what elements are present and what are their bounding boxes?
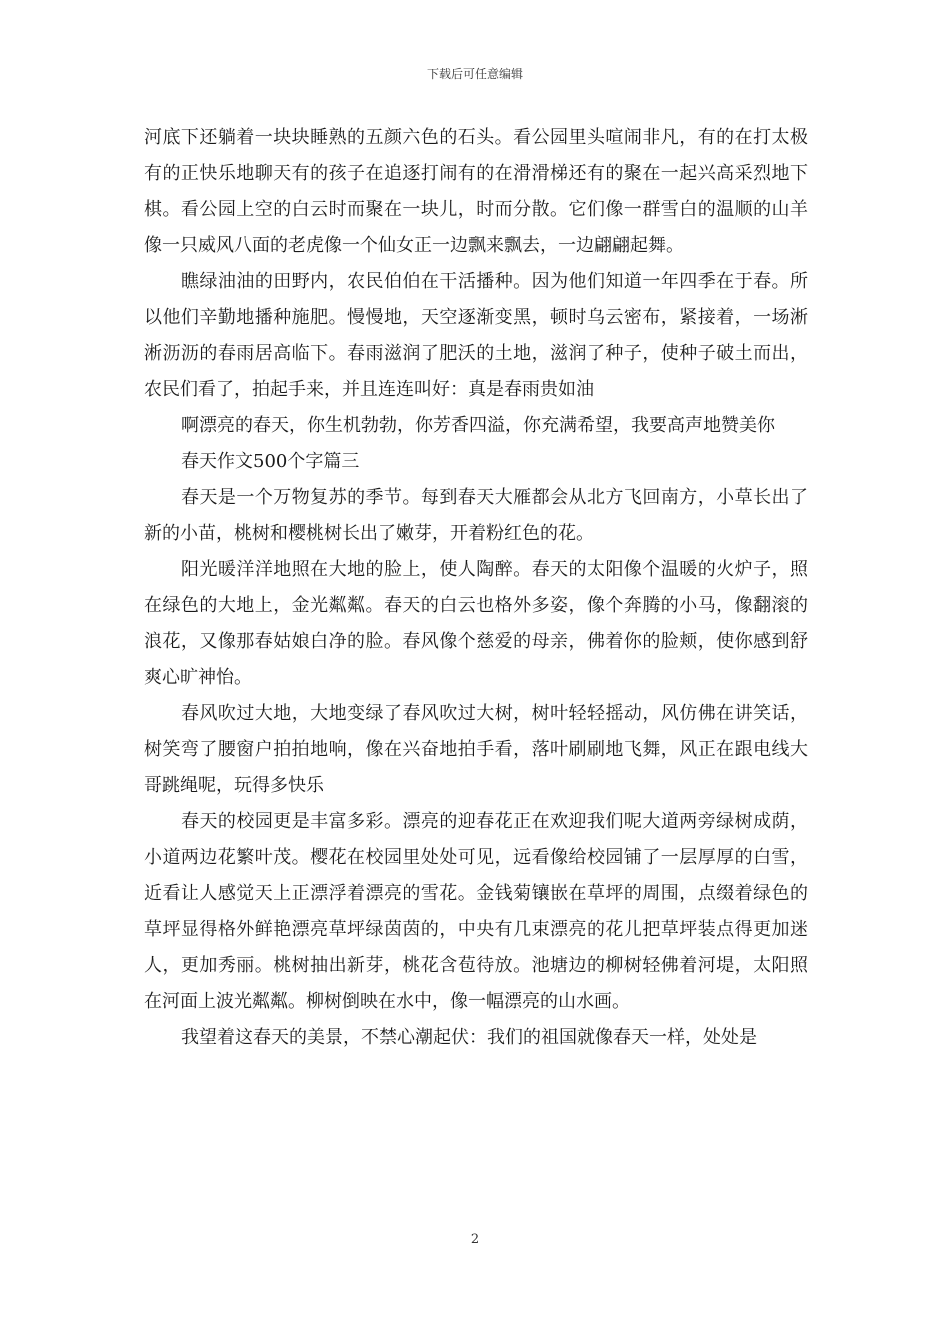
- paragraph-9: 我望着这春天的美景，不禁心潮起伏：我们的祖国就像春天一样，处处是: [181, 1027, 757, 1048]
- paragraph-6: 阳光暖洋洋地照在大地的脸上，使人陶醉。春天的太阳像个温暖的火炉子，照在绿色的大地上，金光粼粼。春天的白云也格外多姿，像个奔腾的小马，像翻滚的浪花，又像那春姑娘白净的脸。春风像个慈爱的母亲，佛着你的脸颊，使你感到舒爽心旷神怡。: [144, 559, 808, 688]
- paragraph-2: 瞧绿油油的田野内，农民伯伯在干活播种。因为他们知道一年四季在于春。所以他们辛勤地播种施肥。慢慢地，天空逐渐变黑，顿时乌云密布，紧接着，一场淅淅沥沥的春雨居高临下。春雨滋润了肥沃的土地，滋润了种子，使种子破土而出，农民们看了，拍起手来，并且连连叫好：真是春雨贵如油: [144, 271, 808, 400]
- paragraph-7: 春风吹过大地，大地变绿了春风吹过大树，树叶轻轻摇动，风仿佛在讲笑话，树笑弯了腰窗户拍拍地响，像在兴奋地拍手看，落叶刷刷地飞舞，风正在跟电线大哥跳绳呢，玩得多快乐: [144, 703, 808, 796]
- document-body: [144, 120, 808, 1056]
- paragraph-8: 春天的校园更是丰富多彩。漂亮的迎春花正在欢迎我们呢大道两旁绿树成荫，小道两边花繁叶茂。樱花在校园里处处可见，远看像给校园铺了一层厚厚的白雪，近看让人感觉天上正漂浮着漂亮的雪花。金钱菊镶嵌在草坪的周围，点缀着绿色的草坪显得格外鲜艳漂亮草坪绿茵茵的，中央有几束漂亮的花儿把草坪装点得更加迷人，更加秀丽。桃树抽出新芽，桃花含苞待放。池塘边的柳树轻佛着河堤，太阳照在河面上波光粼粼。柳树倒映在水中，像一幅漂亮的山水画。: [144, 811, 808, 1012]
- section-heading: 春天作文500个字篇三: [181, 451, 360, 472]
- paragraph-1: 河底下还躺着一块块睡熟的五颜六色的石头。看公园里头喧闹非凡，有的在打太极有的正快乐地聊天有的孩子在追逐打闹有的在滑滑梯还有的聚在一起兴高采烈地下棋。看公园上空的白云时而聚在一块儿，时而分散。它们像一群雪白的温顺的山羊像一只威风八面的老虎像一个仙女正一边飘来飘去，一边翩翩起舞。: [144, 127, 808, 256]
- page-number: 2: [470, 1232, 480, 1247]
- paragraph-3: 啊漂亮的春天，你生机勃勃，你芳香四溢，你充满希望，我要高声地赞美你: [181, 415, 775, 436]
- page-header: 下载后可任意编辑: [426, 67, 523, 81]
- paragraph-5: 春天是一个万物复苏的季节。每到春天大雁都会从北方飞回南方，小草长出了新的小苗，桃树和樱桃树长出了嫩芽，开着粉红色的花。: [144, 487, 808, 544]
